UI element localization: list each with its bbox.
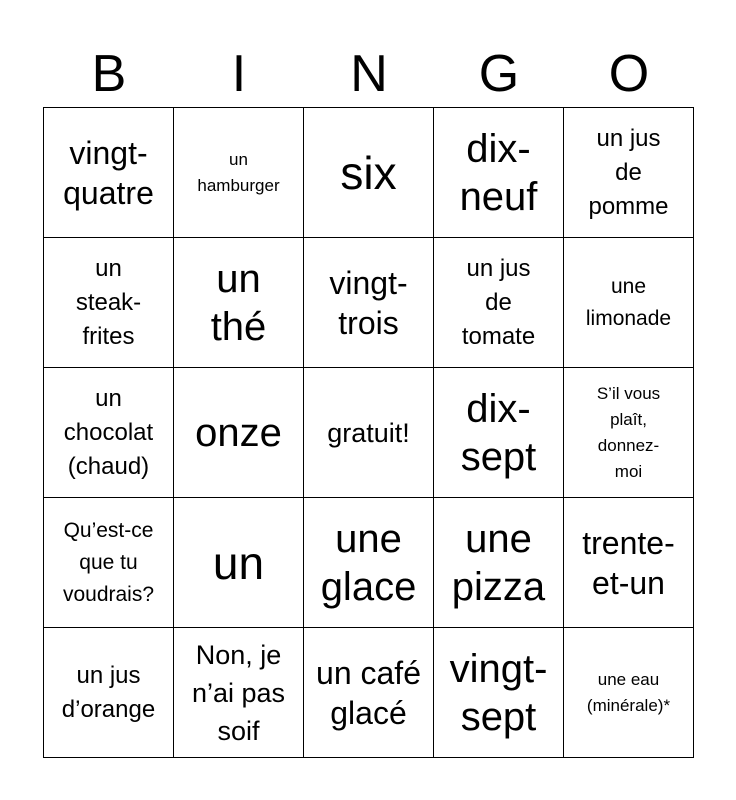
cell-text: trente- et-un xyxy=(582,524,675,601)
bingo-cell[interactable] xyxy=(174,368,304,498)
cell-text: six xyxy=(340,146,397,199)
bingo-cell[interactable] xyxy=(434,108,564,238)
cell-text: un steak- frites xyxy=(75,254,142,350)
bingo-cell[interactable] xyxy=(304,628,434,758)
bingo-cell[interactable] xyxy=(434,498,564,628)
header-letter-o: O xyxy=(608,45,650,103)
header-letter-n: N xyxy=(350,45,388,103)
cell-text: un thé xyxy=(210,256,267,349)
bingo-cell[interactable] xyxy=(564,238,694,368)
bingo-cell[interactable] xyxy=(174,108,304,238)
bingo-cell[interactable] xyxy=(304,108,434,238)
header-letter-b: B xyxy=(91,45,127,103)
bingo-cell[interactable] xyxy=(44,238,174,368)
bingo-cell[interactable] xyxy=(304,238,434,368)
bingo-cell[interactable] xyxy=(564,498,694,628)
bingo-cell[interactable] xyxy=(434,628,564,758)
bingo-cell[interactable] xyxy=(564,368,694,498)
bingo-cell[interactable] xyxy=(174,628,304,758)
cell-text: Non, je n’ai pas soif xyxy=(191,639,286,746)
cell-text: un jus de tomate xyxy=(461,254,536,350)
cell-text: un hamburger xyxy=(197,149,280,195)
bingo-cell[interactable] xyxy=(434,368,564,498)
cell-text: un xyxy=(212,536,265,589)
bingo-cell[interactable] xyxy=(564,108,694,238)
cell-text: dix- sept xyxy=(460,386,537,479)
cell-text: dix- neuf xyxy=(459,126,538,219)
cell-text: Qu’est-ce que tu voudrais? xyxy=(62,518,155,606)
bingo-cell[interactable] xyxy=(44,498,174,628)
bingo-cell[interactable] xyxy=(44,628,174,758)
cell-text: une eau (minérale)* xyxy=(586,669,671,715)
cell-text: un chocolat (chaud) xyxy=(63,384,154,480)
bingo-cell[interactable] xyxy=(304,498,434,628)
cell-text: une glace xyxy=(320,516,417,609)
cell-text: vingt- trois xyxy=(329,264,408,341)
cell-text: un jus d’orange xyxy=(61,661,156,723)
cell-text: onze xyxy=(195,410,282,455)
bingo-cell[interactable] xyxy=(44,108,174,238)
bingo-cell[interactable] xyxy=(564,628,694,758)
cell-text: une pizza xyxy=(451,516,546,609)
bingo-cell[interactable] xyxy=(434,238,564,368)
header-letter-i: I xyxy=(231,45,247,103)
bingo-cell[interactable] xyxy=(304,368,434,498)
cell-text: un jus de pomme xyxy=(588,124,669,220)
bingo-card xyxy=(43,107,694,758)
bingo-header xyxy=(44,40,694,108)
cell-text: gratuit! xyxy=(327,417,410,448)
header-letter-g: G xyxy=(478,45,520,103)
bingo-cell[interactable] xyxy=(44,368,174,498)
cell-text: une limonade xyxy=(585,274,672,330)
bingo-cell[interactable] xyxy=(174,498,304,628)
bingo-cell[interactable] xyxy=(174,238,304,368)
cell-text: un café glacé xyxy=(316,654,421,731)
cell-text: vingt- quatre xyxy=(63,134,154,211)
cell-text: vingt- sept xyxy=(449,646,548,739)
cell-text: S’il vous plaît, donnez- moi xyxy=(596,383,661,481)
